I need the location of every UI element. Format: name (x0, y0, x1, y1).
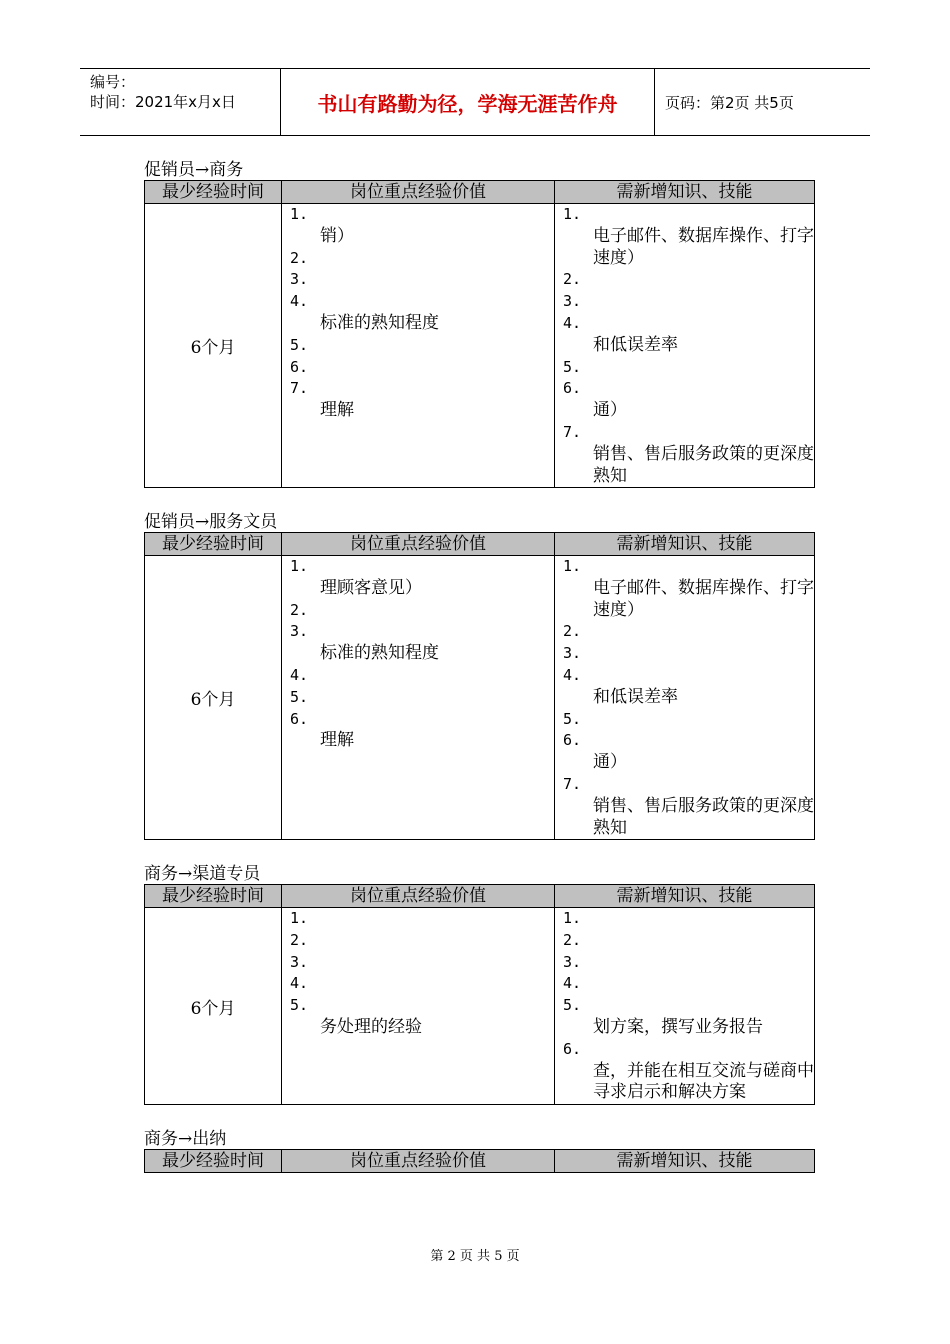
column-header: 需新增知识、技能 (555, 181, 815, 204)
column-header: 最少经验时间 (145, 885, 282, 908)
career-path-table (144, 532, 815, 840)
values-cell: 1. 2. 3. 4. 5. 务处理的经验 (282, 908, 555, 1105)
table-header-row (145, 885, 815, 908)
motto: 书山有路勤为径，学海无涯苦作舟 (281, 69, 655, 135)
values-cell: 1. 销） 2. 3. 4. 标准的熟知程度 5. 6. 7. 理解 (282, 204, 555, 488)
table-header-row (145, 1150, 815, 1173)
section-title: 促销员→商务 (144, 160, 244, 180)
skills-cell: 1. 电子邮件、数据库操作、打字速度） 2. 3. 4. 和低误差率 5. 6. 通） 7. 销售、售后服务政策的更深度熟知 (555, 204, 815, 488)
header-meta (80, 69, 281, 135)
column-header: 需新增知识、技能 (555, 533, 815, 556)
column-header: 最少经验时间 (145, 181, 282, 204)
table-header-row (145, 533, 815, 556)
duration-cell: 6个月 (145, 204, 282, 488)
column-header: 岗位重点经验价值 (282, 1150, 555, 1173)
page-info: 页码：第2页 共5页 (665, 93, 794, 112)
section-title: 商务→出纳 (144, 1129, 227, 1149)
page-footer: 第 2 页 共 5 页 (430, 1249, 520, 1264)
column-header: 岗位重点经验价值 (282, 885, 555, 908)
column-header: 最少经验时间 (145, 533, 282, 556)
column-header: 岗位重点经验价值 (282, 181, 555, 204)
table-row (145, 908, 815, 1105)
table-row (145, 556, 815, 840)
skills-cell: 1. 2. 3. 4. 5. 划方案，撰写业务报告 6. 查，并能在相互交流与磋商中寻求启示和解决方案 (555, 908, 815, 1105)
date-line: 时间：2021年x月x日 (90, 93, 236, 111)
column-header: 岗位重点经验价值 (282, 533, 555, 556)
career-path-table (144, 884, 815, 1105)
column-header: 最少经验时间 (145, 1150, 282, 1173)
career-path-table (144, 1149, 815, 1173)
duration-cell: 6个月 (145, 908, 282, 1105)
column-header: 需新增知识、技能 (555, 1150, 815, 1173)
section-title: 商务→渠道专员 (144, 864, 261, 884)
serial-label: 编号： (90, 73, 136, 91)
table-header-row (145, 181, 815, 204)
table-row (145, 204, 815, 488)
column-header: 需新增知识、技能 (555, 885, 815, 908)
section-title: 促销员→服务文员 (144, 512, 278, 532)
values-cell: 1. 理顾客意见） 2. 3. 标准的熟知程度 4. 5. 6. 理解 (282, 556, 555, 840)
document-header (80, 68, 870, 136)
skills-cell: 1. 电子邮件、数据库操作、打字速度） 2. 3. 4. 和低误差率 5. 6. 通） 7. 销售、售后服务政策的更深度熟知 (555, 556, 815, 840)
duration-cell: 6个月 (145, 556, 282, 840)
career-path-table (144, 180, 815, 488)
